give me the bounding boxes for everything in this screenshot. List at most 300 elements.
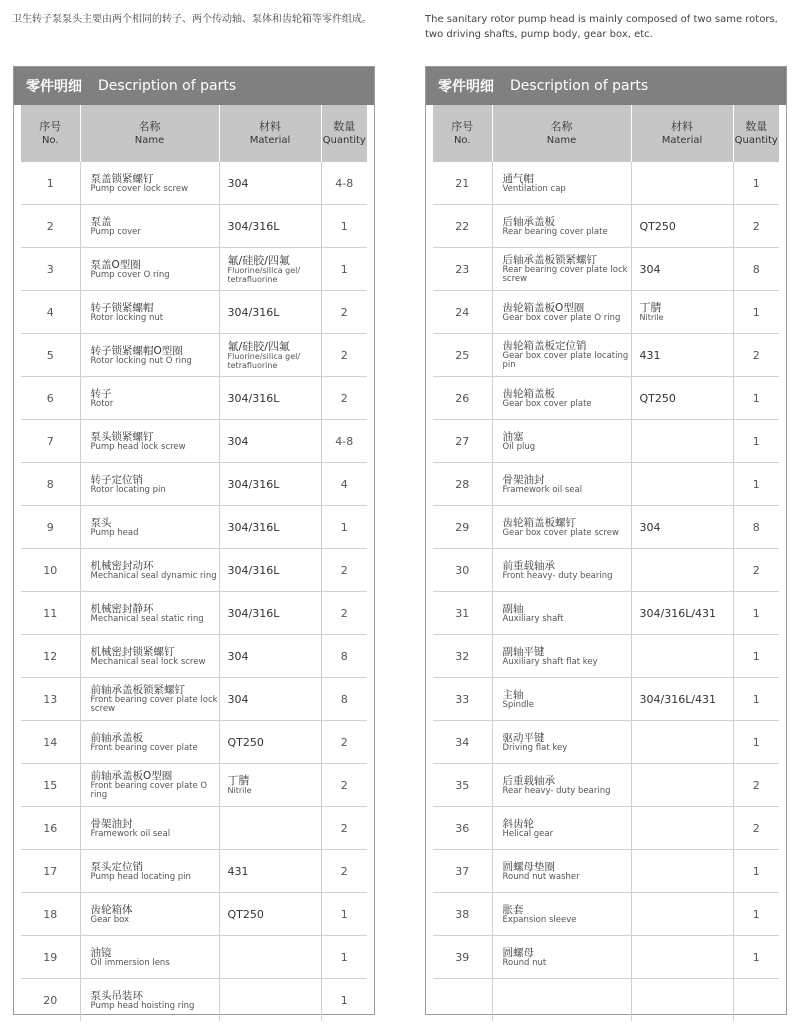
part-name-zh: 骨架油封 <box>502 473 545 486</box>
part-number: 14 <box>21 721 80 764</box>
table-body-right <box>433 162 779 1021</box>
part-quantity: 1 <box>733 678 779 721</box>
part-material-value: 304/316L <box>227 219 280 233</box>
part-material-value: 431 <box>227 864 249 878</box>
part-number: 8 <box>21 463 80 506</box>
table-row <box>433 678 779 721</box>
part-quantity: 8 <box>733 248 779 291</box>
col-header-quantity: 数量 Quantity <box>733 105 779 162</box>
part-name-en: Auxiliary shaft <box>502 613 564 624</box>
part-material <box>631 377 733 420</box>
part-material-value: 氟/硅胶/四氟 <box>227 253 290 267</box>
table-header-row <box>433 105 779 162</box>
part-material-value: 氟/硅胶/四氟 <box>227 339 290 353</box>
part-name <box>492 463 631 506</box>
part-material-value: 丁腈 <box>227 774 250 787</box>
parts-table-right <box>433 105 779 1021</box>
parts-panel-left <box>13 66 375 1015</box>
part-name-zh: 后重载轴承 <box>502 774 555 787</box>
table-row <box>433 334 779 377</box>
part-name-zh: 通气帽 <box>502 172 534 185</box>
part-name-zh: 转子锁紧螺帽 <box>90 301 154 314</box>
part-number: 21 <box>433 162 492 205</box>
part-quantity: 2 <box>321 592 367 635</box>
part-name-en: Front bearing cover plate lock screw <box>90 695 218 714</box>
part-material <box>631 463 733 506</box>
part-name <box>80 248 219 291</box>
table-row <box>433 764 779 807</box>
part-material <box>631 291 733 334</box>
part-quantity: 2 <box>321 721 367 764</box>
part-number: 13 <box>21 678 80 721</box>
part-name-en: Expansion sleeve <box>502 914 577 925</box>
part-name-zh: 机械密封动环 <box>90 559 154 572</box>
part-name <box>492 893 631 936</box>
part-quantity: 1 <box>733 721 779 764</box>
part-number: 5 <box>21 334 80 377</box>
part-material <box>631 635 733 678</box>
part-number: 33 <box>433 678 492 721</box>
table-row <box>433 420 779 463</box>
part-name-en: Pump cover O ring <box>90 269 170 280</box>
col-header-quantity: 数量 Quantity <box>321 105 367 162</box>
part-quantity: 2 <box>321 549 367 592</box>
part-material <box>219 721 321 764</box>
part-material-en: Fluorine/silica gel/ tetrafluorine <box>227 351 301 370</box>
part-name-en: Pump head locating pin <box>90 871 191 882</box>
part-name-zh: 转子 <box>90 387 112 400</box>
part-material <box>631 248 733 291</box>
table-row <box>433 291 779 334</box>
part-name <box>492 334 631 377</box>
part-quantity: 1 <box>733 635 779 678</box>
part-quantity: 1 <box>321 936 367 979</box>
part-material-value: 304/316L/431 <box>639 606 717 620</box>
part-name-en: Rotor locking nut O ring <box>90 355 192 366</box>
part-material <box>219 291 321 334</box>
part-name-en: Mechanical seal static ring <box>90 613 204 624</box>
part-name-zh: 泵头锁紧螺钉 <box>90 430 154 443</box>
part-name-en: Gear box cover plate <box>502 398 592 409</box>
part-number: 2 <box>21 205 80 248</box>
part-number: 38 <box>433 893 492 936</box>
table-row <box>433 205 779 248</box>
part-name-zh: 后轴承盖板锁紧螺钉 <box>502 254 597 266</box>
part-number <box>433 979 492 1022</box>
part-name-zh: 机械密封静环 <box>90 602 154 615</box>
part-name <box>80 678 219 721</box>
part-material <box>631 162 733 205</box>
part-name-en: Gear box cover plate locating pin <box>502 351 629 370</box>
part-name-zh: 副轴 <box>502 602 524 615</box>
part-material-value: 304/316L <box>227 606 280 620</box>
part-name-en: Rear heavy- duty bearing <box>502 785 611 796</box>
part-name-en: Gear box cover plate screw <box>502 527 619 538</box>
part-name-en: Pump head lock screw <box>90 441 186 452</box>
part-name-zh: 前轴承盖板锁紧螺钉 <box>90 684 185 696</box>
part-name <box>80 850 219 893</box>
part-quantity: 2 <box>733 205 779 248</box>
table-row <box>21 764 367 807</box>
table-row <box>21 205 367 248</box>
part-material-value: 304 <box>227 649 249 663</box>
col-header-material: 材料 Material <box>219 105 321 162</box>
table-row <box>21 334 367 377</box>
part-name <box>492 420 631 463</box>
part-quantity: 1 <box>733 936 779 979</box>
panel-title <box>426 67 786 105</box>
table-row <box>433 635 779 678</box>
table-row <box>21 506 367 549</box>
part-material <box>219 850 321 893</box>
table-row <box>21 463 367 506</box>
part-name-zh: 泵盖 <box>90 215 112 228</box>
part-quantity: 2 <box>321 807 367 850</box>
part-name-en: Front bearing cover plate <box>90 742 198 753</box>
part-name-en: Pump head hoisting ring <box>90 1000 195 1011</box>
part-material <box>219 936 321 979</box>
part-name-en: Round nut washer <box>502 871 580 882</box>
table-row <box>433 463 779 506</box>
part-name-zh: 泵盖O型圈 <box>90 258 141 271</box>
part-number: 28 <box>433 463 492 506</box>
part-name-zh: 泵头定位销 <box>90 860 143 873</box>
part-material-value: QT250 <box>639 391 676 405</box>
table-row <box>21 850 367 893</box>
part-name-zh: 主轴 <box>502 688 524 701</box>
part-name-en: Pump head <box>90 527 139 538</box>
part-number: 9 <box>21 506 80 549</box>
table-row <box>433 979 779 1022</box>
part-name-en: Front bearing cover plate O ring <box>90 781 208 800</box>
part-quantity: 1 <box>321 205 367 248</box>
part-number: 27 <box>433 420 492 463</box>
part-material <box>219 205 321 248</box>
part-name-zh: 转子定位销 <box>90 473 143 486</box>
part-name <box>80 807 219 850</box>
part-material-value: 431 <box>639 348 661 362</box>
panel-title-zh: 零件明细 <box>26 79 82 95</box>
part-name-en: Oil plug <box>502 441 536 452</box>
part-name-zh: 前轴承盖板 <box>90 731 143 744</box>
col-header-name: 名称 Name <box>80 105 219 162</box>
part-material <box>631 936 733 979</box>
part-name <box>80 592 219 635</box>
part-name-zh: 转子锁紧螺帽O型圈 <box>90 344 183 357</box>
panel-title-zh: 零件明细 <box>438 79 494 95</box>
part-material-en: Nitrile <box>639 313 664 322</box>
part-name-zh: 泵头吊装环 <box>90 989 143 1002</box>
part-material <box>631 764 733 807</box>
part-name <box>80 549 219 592</box>
table-row <box>433 162 779 205</box>
part-quantity: 1 <box>733 592 779 635</box>
part-material <box>219 635 321 678</box>
part-number: 24 <box>433 291 492 334</box>
part-name <box>492 549 631 592</box>
part-quantity: 1 <box>733 420 779 463</box>
part-name <box>492 291 631 334</box>
part-name-en: Rotor <box>90 398 114 409</box>
table-row <box>433 893 779 936</box>
part-material <box>219 592 321 635</box>
table-row <box>433 506 779 549</box>
part-name <box>80 764 219 807</box>
part-material <box>219 463 321 506</box>
part-name-zh: 泵盖锁紧螺钉 <box>90 172 154 185</box>
table-row <box>21 592 367 635</box>
part-name <box>80 377 219 420</box>
part-number: 30 <box>433 549 492 592</box>
part-quantity <box>733 979 779 1022</box>
part-name <box>80 635 219 678</box>
part-name <box>492 979 631 1022</box>
part-material <box>631 850 733 893</box>
part-quantity: 2 <box>321 334 367 377</box>
part-name-zh: 胀套 <box>502 903 524 916</box>
part-name-zh: 齿轮箱盖板定位销 <box>502 340 587 352</box>
part-number: 34 <box>433 721 492 764</box>
part-quantity: 1 <box>733 893 779 936</box>
part-name <box>80 936 219 979</box>
part-material-value: 304 <box>227 176 249 190</box>
part-number: 19 <box>21 936 80 979</box>
part-name <box>492 850 631 893</box>
table-row <box>21 248 367 291</box>
part-name <box>80 721 219 764</box>
part-name-zh: 泵头 <box>90 516 112 529</box>
part-name-en: Gear box cover plate O ring <box>502 312 621 323</box>
part-name <box>492 635 631 678</box>
part-number: 32 <box>433 635 492 678</box>
part-quantity: 4-8 <box>321 420 367 463</box>
part-name-en: Rotor locating pin <box>90 484 166 495</box>
part-name-zh: 齿轮箱盖板O型圈 <box>502 301 585 314</box>
col-header-material: 材料 Material <box>631 105 733 162</box>
part-name <box>492 678 631 721</box>
part-number: 39 <box>433 936 492 979</box>
part-material <box>631 807 733 850</box>
part-number: 10 <box>21 549 80 592</box>
part-name-zh: 骨架油封 <box>90 817 133 830</box>
part-material <box>219 377 321 420</box>
part-quantity: 2 <box>733 807 779 850</box>
part-quantity: 1 <box>733 377 779 420</box>
parts-table-left <box>21 105 367 1021</box>
col-header-name: 名称 Name <box>492 105 631 162</box>
part-number: 4 <box>21 291 80 334</box>
part-name <box>80 979 219 1022</box>
part-material-value: QT250 <box>227 907 264 921</box>
part-material <box>219 764 321 807</box>
part-quantity: 2 <box>733 764 779 807</box>
part-name-en: Auxiliary shaft flat key <box>502 656 598 667</box>
part-number: 3 <box>21 248 80 291</box>
panel-title <box>14 67 374 105</box>
table-header-row <box>21 105 367 162</box>
part-quantity: 1 <box>733 850 779 893</box>
part-quantity: 8 <box>321 678 367 721</box>
part-quantity: 2 <box>321 764 367 807</box>
part-material-value: 304/316L <box>227 520 280 534</box>
part-quantity: 2 <box>321 291 367 334</box>
part-name-en: Ventilation cap <box>502 183 566 194</box>
part-name <box>80 205 219 248</box>
part-name <box>492 807 631 850</box>
part-name-zh: 驱动平键 <box>502 731 545 744</box>
part-quantity: 2 <box>321 850 367 893</box>
part-quantity: 4-8 <box>321 162 367 205</box>
part-material <box>219 334 321 377</box>
part-quantity: 1 <box>733 463 779 506</box>
table-row <box>433 248 779 291</box>
part-material-value: QT250 <box>639 219 676 233</box>
part-name-en: Oil immersion lens <box>90 957 170 968</box>
part-quantity: 1 <box>321 248 367 291</box>
col-header-no: 序号 No. <box>21 105 80 162</box>
part-material <box>631 205 733 248</box>
part-material <box>219 678 321 721</box>
table-body-left <box>21 162 367 1021</box>
part-material <box>219 807 321 850</box>
part-material <box>219 506 321 549</box>
part-quantity: 2 <box>733 549 779 592</box>
part-quantity: 2 <box>321 377 367 420</box>
part-quantity: 1 <box>321 979 367 1022</box>
part-name-zh: 齿轮箱盖板 <box>502 387 555 400</box>
panel-title-en: Description of parts <box>98 78 237 94</box>
part-material-value: 304 <box>639 262 661 276</box>
part-material <box>631 721 733 764</box>
part-name <box>492 721 631 764</box>
part-quantity: 2 <box>733 334 779 377</box>
part-quantity: 4 <box>321 463 367 506</box>
part-name-zh: 机械密封锁紧螺钉 <box>90 645 175 658</box>
part-material-value: 304/316L <box>227 563 280 577</box>
parts-panel-right <box>425 66 787 1015</box>
part-number: 35 <box>433 764 492 807</box>
part-name-en: Rotor locking nut <box>90 312 164 323</box>
part-material-value: 304 <box>639 520 661 534</box>
part-material-value: 304/316L <box>227 477 280 491</box>
part-name-en: Spindle <box>502 699 535 710</box>
part-material-value: 304/316L/431 <box>639 692 717 706</box>
col-header-no: 序号 No. <box>433 105 492 162</box>
part-name <box>492 764 631 807</box>
part-name <box>492 248 631 291</box>
part-name-zh: 齿轮箱盖板螺钉 <box>502 516 576 529</box>
part-number: 29 <box>433 506 492 549</box>
part-quantity: 8 <box>321 635 367 678</box>
part-number: 6 <box>21 377 80 420</box>
part-name-zh: 前轴承盖板O型圈 <box>90 770 173 782</box>
table-row <box>21 162 367 205</box>
part-name <box>492 592 631 635</box>
table-row <box>21 291 367 334</box>
table-row <box>21 721 367 764</box>
part-name <box>80 162 219 205</box>
part-name-zh: 圆螺母垫圈 <box>502 860 555 873</box>
part-material-value: QT250 <box>227 735 264 749</box>
table-row <box>433 592 779 635</box>
part-name <box>80 506 219 549</box>
part-name-zh: 油镜 <box>90 946 112 959</box>
part-name-en: Gear box <box>90 914 130 925</box>
table-row <box>21 807 367 850</box>
part-name-zh: 前重载轴承 <box>502 559 555 572</box>
part-material <box>219 979 321 1022</box>
table-row <box>433 721 779 764</box>
part-material <box>631 549 733 592</box>
part-name-en: Pump cover lock screw <box>90 183 189 194</box>
part-material <box>631 506 733 549</box>
part-quantity: 1 <box>733 162 779 205</box>
part-name-zh: 斜齿轮 <box>502 817 534 830</box>
part-number: 20 <box>43 993 58 1007</box>
table-row <box>433 807 779 850</box>
part-name-en: Driving flat key <box>502 742 568 753</box>
part-material-value: 丁腈 <box>639 301 662 314</box>
part-material-value: 304/316L <box>227 391 280 405</box>
part-name-zh: 副轴平键 <box>502 645 545 658</box>
part-name-en: Mechanical seal lock screw <box>90 656 206 667</box>
part-material <box>219 549 321 592</box>
table-row <box>21 377 367 420</box>
part-name <box>492 936 631 979</box>
part-name <box>80 463 219 506</box>
part-name-en: Framework oil seal <box>502 484 583 495</box>
part-number: 25 <box>433 334 492 377</box>
part-material-value: 304/316L <box>227 305 280 319</box>
part-name-en: Mechanical seal dynamic ring <box>90 570 217 581</box>
table-row <box>21 420 367 463</box>
part-number: 26 <box>433 377 492 420</box>
part-number: 22 <box>433 205 492 248</box>
table-row <box>21 678 367 721</box>
part-name <box>492 162 631 205</box>
part-material <box>219 162 321 205</box>
part-quantity: 8 <box>733 506 779 549</box>
part-name-en: Framework oil seal <box>90 828 171 839</box>
part-name-en: Helical gear <box>502 828 554 839</box>
part-number: 11 <box>21 592 80 635</box>
part-quantity: 1 <box>321 893 367 936</box>
intro-text-en: The sanitary rotor pump head is mainly composed of two same rotors, two driving shafts, pump body, gear box, etc. <box>425 14 778 40</box>
part-material <box>219 248 321 291</box>
part-name-zh: 圆螺母 <box>502 946 534 959</box>
part-quantity: 1 <box>733 291 779 334</box>
table-row <box>433 377 779 420</box>
part-name-en: Round nut <box>502 957 547 968</box>
part-name <box>492 506 631 549</box>
intro-text-zh: 卫生转子泵泵头主要由两个相同的转子、两个传动轴、泵体和齿轮箱等零件组成。 <box>12 14 372 25</box>
part-number: 31 <box>433 592 492 635</box>
panel-title-en: Description of parts <box>510 78 649 94</box>
part-name <box>80 893 219 936</box>
part-name-en: Front heavy- duty bearing <box>502 570 613 581</box>
part-material <box>631 893 733 936</box>
part-name-en: Rear bearing cover plate lock screw <box>502 265 628 284</box>
table-row <box>21 893 367 936</box>
part-number: 18 <box>21 893 80 936</box>
table-row <box>433 936 779 979</box>
part-material-en: Fluorine/silica gel/ tetrafluorine <box>227 265 301 284</box>
part-name <box>80 334 219 377</box>
table-row <box>21 549 367 592</box>
part-material-value: 304 <box>227 434 249 448</box>
table-row <box>433 549 779 592</box>
part-name-en: Pump cover <box>90 226 141 237</box>
